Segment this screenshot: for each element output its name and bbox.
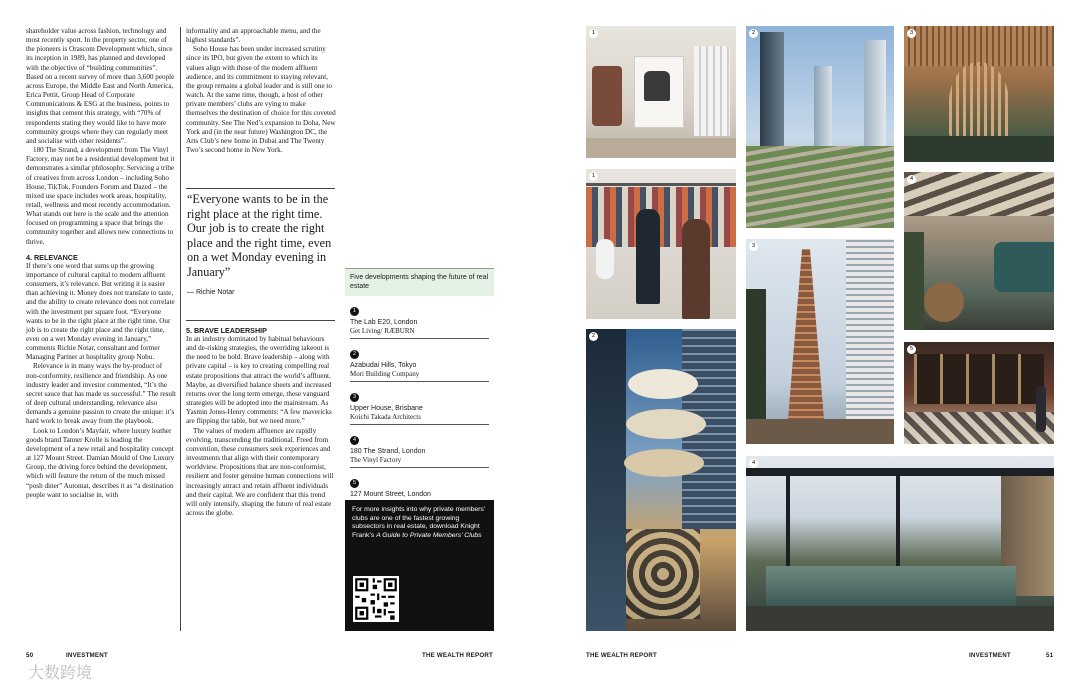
development-developer: Get Living/ RÆBURN — [350, 327, 415, 335]
list-item — [350, 296, 489, 339]
development-title: Upper House, Brisbane — [350, 405, 423, 412]
body-paragraph: shareholder value across fashion, technology and most recently sport. In the property sector, one of the pioneers is Orascom Development which, since its inception in 1989, has planned and developed with the objective of “building communities”. Based on a recent survey of more than 3,600 people across Europe, the Middle East and North America, Erica Pettit, Group Head of Corporate Communications & ESG at the business, points to insights that cement this strategy, with “70% of respondents stating they would like to have more community groups where they can regularly meet and socialise with other residents”. — [26, 27, 175, 145]
guide-title: A Guide to Private Members’ Clubs — [376, 531, 482, 539]
body-paragraph: informality and an approachable menu, and the highest standards”. — [186, 27, 321, 45]
publication-title-left: THE WEALTH REPORT — [422, 652, 493, 659]
pull-quote-attribution: — Richie Notar — [187, 288, 235, 296]
development-title: Azabudai Hills, Tokyo — [350, 362, 417, 369]
photo-180-strand-lounge — [904, 172, 1054, 330]
body-paragraph: Look to London’s Mayfair, where luxury leather goods brand Tanner Krolle is leading the development of a new retail and hospitality concept at 127 Mount Street. Damian Mould of One Luxury Group, the driving force behind the development, which will feature the return of the much missed “posh diner” Automat, describes it as “a destination people want to socialise in, with — [26, 426, 175, 499]
photo-number-badge: 4 — [749, 459, 758, 468]
section-label-right: INVESTMENT — [969, 652, 1011, 659]
quote-rule-bottom — [186, 320, 335, 321]
left-column-1 — [26, 27, 176, 500]
section-label-left: INVESTMENT — [66, 652, 108, 659]
photo-number-badge: 1 — [589, 29, 598, 38]
promo-box — [345, 500, 494, 631]
photo-number-badge: 4 — [907, 175, 916, 184]
watermark: 大数跨境 — [28, 663, 93, 682]
photo-lab-e20-shoppers — [586, 169, 736, 319]
photo-upper-house-pavilion — [904, 26, 1054, 162]
body-paragraph: Soho House has been under increased scrutiny since its IPO, but given the extent to which its values align with those of the modern affluent audience, and its commitment to staying relevant, the group remains a global leader and is still one to watch. At the same time, though, a host of other private members’ clubs are vying to make themselves the destination of choice for this coveted community. See The Ned’s expansion to Doha, New York and (in the near future) Washington DC, the Arts Club’s new home in Dubai and The Twenty Two’s second home in New York. — [186, 45, 336, 155]
pull-quote-text: “Everyone wants to be in the right place at the right time. Our job is to create the right place and the right time, even on a wet Monday evening in January” — [187, 192, 332, 279]
column-divider — [180, 27, 181, 631]
photo-lab-e20-store — [586, 26, 736, 158]
promo-text: For more insights into why private members’ clubs are one of the fastest growing subsectors in real estate, download Knight Frank’s A Guide to Private Members’ Clubs — [352, 506, 486, 539]
pull-quote — [187, 192, 337, 300]
photo-upper-house-tower — [746, 239, 894, 444]
left-column-2 — [186, 27, 336, 155]
photo-azabudai-hills-pavilion — [586, 329, 736, 631]
list-item — [350, 425, 489, 468]
photo-number-badge: 3 — [749, 242, 758, 251]
photo-azabudai-hills-skyline — [746, 26, 894, 228]
development-developer: Mori Building Company — [350, 370, 420, 378]
number-badge: 5 — [350, 479, 359, 488]
number-badge: 3 — [350, 393, 359, 402]
page-number-left: 50 — [26, 652, 34, 659]
sidebar-heading: Five developments shaping the future of real estate — [345, 268, 494, 296]
section-heading-relevance: 4. RELEVANCE — [26, 252, 78, 262]
photo-number-badge: 5 — [907, 345, 916, 354]
list-item — [350, 339, 489, 382]
development-developer: Koichi Takada Architects — [350, 413, 421, 421]
photo-number-badge: 2 — [749, 29, 758, 38]
number-badge: 1 — [350, 307, 359, 316]
developments-sidebar — [345, 268, 494, 510]
body-paragraph: If there’s one word that sums up the growing importance of cultural capital to modern affluent consumers, it’s relevance. But writing it is easier than achieving it. Money does not translate to taste, and the ability to create relevance does not correlate with the investment per square foot. “Everyone wants to be in the right place at the right time. Our job is to create the right place and the right time, even on a wet Monday evening in January,” comments Richie Notar, consultant and former Managing Partner at hospitality group Nobu. — [26, 261, 175, 362]
body-paragraph: The values of modern affluence are rapidly evolving, transcending the traditional. Freed from convention, these consumers seek experiences and investments that align with their contemporary worldview. Propositions that are non-conformist, resilient and foster genuine human connections will increasingly attract and retain affluent individuals and their capital. We are confident that this trend will only intensify, shaping the future of real estate across the globe. — [186, 426, 334, 517]
photo-127-mount-street-diner — [904, 342, 1054, 444]
section-heading-brave-leadership: 5. BRAVE LEADERSHIP — [186, 326, 267, 335]
number-badge: 2 — [350, 350, 359, 359]
left-column-2-lower — [186, 326, 336, 518]
development-title: 180 The Strand, London — [350, 448, 426, 455]
list-item — [350, 382, 489, 425]
development-title: The Lab E20, London — [350, 319, 418, 326]
quote-rule-top — [186, 188, 335, 189]
development-title: 127 Mount Street, London — [350, 491, 431, 498]
qr-code-icon[interactable] — [353, 576, 399, 622]
photo-number-badge: 2 — [589, 332, 598, 341]
photo-number-badge: 1 — [589, 172, 598, 181]
body-paragraph: 180 The Strand, a development from The Vinyl Factory, may not be a residential development but it demonstrates a similar philosophy. Servicing a tribe of creatives from across London – including Soho House, TikTok, Founders Forum and Dazed – the mixed use space includes work areas, hospitality, retail, wellness and most recently accommodation. What stands out here is the scale and the attention focused on programming a space that brings the community together and allows new connections to thrive. — [26, 146, 175, 246]
photo-number-badge: 3 — [907, 29, 916, 38]
number-badge: 4 — [350, 436, 359, 445]
body-paragraph: Relevance is in many ways the by-product of non-conformity, resilience and friendship. As one industry leader and investor commented, “It’s the secret sauce that has made us successful.” The result of deep cultural understanding, relevance also demands a genuine passion to create the unique: it’s hard work to break away from the playbook. — [26, 362, 176, 426]
photo-180-strand-rooftop-pool — [746, 456, 1054, 631]
development-developer: The Vinyl Factory — [350, 456, 402, 464]
body-paragraph: In an industry dominated by habitual behaviours and de-risking strategies, the overriding takeout is the need to be bold. Brave leadership – along with private capital – is key to creating compelling real estate propositions that attract the world’s affluent. Maybe, as diversified balance sheets and increased returns over the long term emerge, these vanguard strategies will be adopted into the mainstream. As Yasmin Jones-Henry comments: “A few mavericks are flipping the table, but we need more.” — [186, 335, 332, 426]
publication-title-right: THE WEALTH REPORT — [586, 652, 657, 659]
page-number-right: 51 — [1046, 652, 1054, 659]
